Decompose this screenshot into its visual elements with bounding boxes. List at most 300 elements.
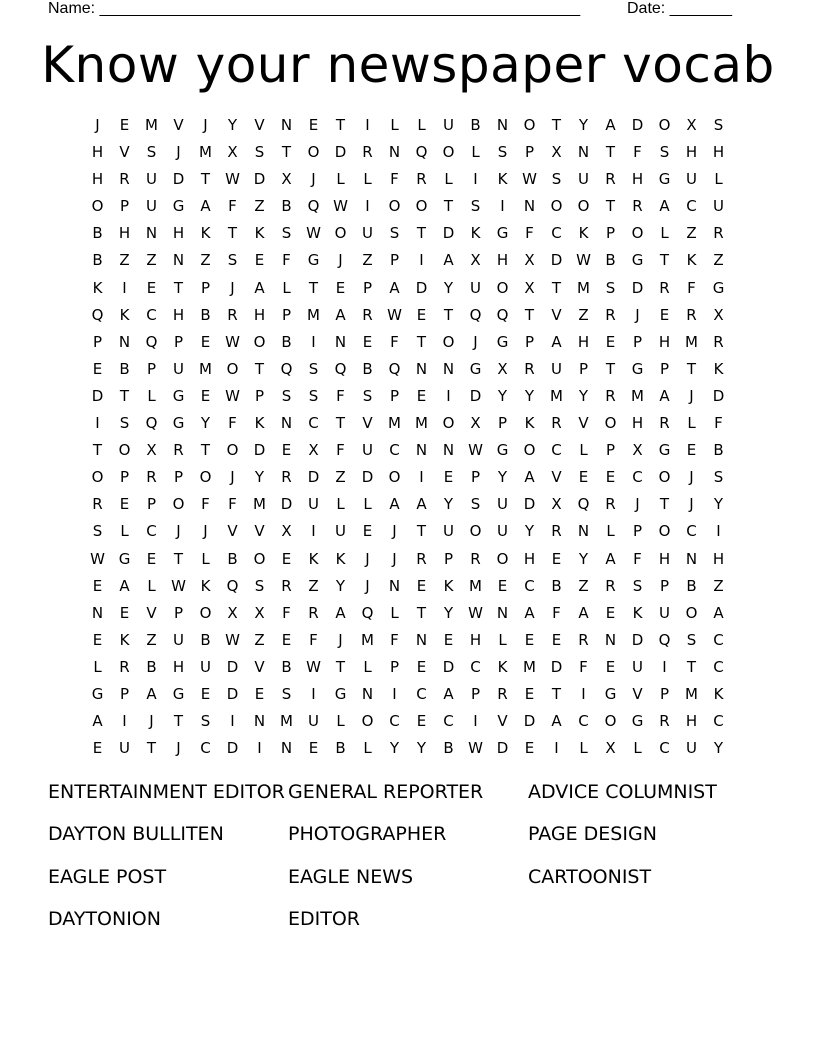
- grid-letter: D: [307, 468, 320, 487]
- grid-letter: I: [230, 712, 235, 731]
- grid-letter: O: [604, 414, 617, 433]
- grid-letter: P: [632, 522, 643, 541]
- grid-letter: F: [579, 657, 588, 676]
- grid-letter: R: [173, 441, 184, 460]
- grid-letter: O: [442, 414, 455, 433]
- word-list-item: EAGLE POST: [48, 865, 167, 888]
- grid-letter: D: [442, 657, 455, 676]
- grid-letter: K: [308, 549, 319, 568]
- grid-letter: A: [335, 305, 346, 324]
- grid-letter: N: [172, 251, 185, 270]
- grid-letter: D: [172, 170, 185, 189]
- grid-letter: Z: [578, 576, 589, 595]
- grid-letter: L: [471, 143, 480, 162]
- grid-letter: H: [253, 305, 266, 324]
- grid-letter: V: [362, 414, 373, 433]
- grid-letter: N: [415, 441, 428, 460]
- grid-letter: E: [308, 116, 319, 134]
- grid-letter: E: [659, 305, 670, 324]
- grid-letter: G: [658, 170, 671, 189]
- grid-letter: D: [253, 170, 266, 189]
- grid-letter: H: [712, 143, 725, 162]
- grid-letter: A: [713, 603, 724, 622]
- grid-letter: U: [173, 359, 184, 378]
- grid-letter: T: [605, 359, 616, 378]
- grid-letter: J: [95, 116, 100, 134]
- grid-letter: U: [686, 170, 697, 189]
- grid-letter: N: [118, 332, 131, 351]
- grid-letter: L: [120, 522, 129, 541]
- grid-letter: A: [551, 332, 562, 351]
- word-list-item: PAGE DESIGN: [528, 823, 657, 846]
- grid-letter: Q: [658, 630, 671, 649]
- grid-letter: O: [91, 197, 104, 216]
- grid-letter: Y: [524, 522, 535, 541]
- grid-letter: P: [119, 197, 130, 216]
- grid-letter: U: [146, 197, 157, 216]
- grid-letter: X: [524, 278, 535, 297]
- grid-letter: K: [254, 224, 265, 243]
- grid-letter: U: [686, 739, 697, 758]
- grid-letter: Y: [335, 576, 346, 595]
- grid-letter: V: [497, 712, 508, 731]
- grid-letter: O: [631, 224, 644, 243]
- grid-letter: E: [281, 549, 292, 568]
- grid-letter: B: [362, 359, 373, 378]
- grid-letter: J: [635, 305, 640, 324]
- grid-letter: H: [658, 332, 671, 351]
- grid-letter: Y: [524, 386, 535, 405]
- grid-letter: A: [659, 197, 670, 216]
- grid-letter: S: [119, 414, 130, 433]
- grid-letter: F: [714, 414, 723, 433]
- word-list-item: ENTERTAINMENT EDITOR: [48, 781, 285, 803]
- grid-letter: M: [145, 116, 158, 134]
- grid-letter: B: [551, 576, 562, 595]
- grid-letter: T: [281, 143, 292, 162]
- grid-letter: P: [389, 251, 400, 270]
- grid-letter: I: [716, 522, 721, 541]
- grid-letter: E: [281, 630, 292, 649]
- grid-letter: S: [632, 576, 643, 595]
- grid-letter: Q: [226, 576, 239, 595]
- grid-letter: R: [281, 468, 292, 487]
- grid-letter: D: [631, 116, 644, 134]
- grid-letter: W: [225, 630, 240, 649]
- grid-letter: O: [172, 495, 185, 514]
- grid-letter: Y: [389, 739, 400, 758]
- grid-letter: E: [605, 603, 616, 622]
- grid-letter: O: [199, 468, 212, 487]
- grid-letter: H: [91, 170, 104, 189]
- grid-letter: M: [199, 359, 212, 378]
- grid-letter: R: [659, 278, 670, 297]
- grid-letter: E: [254, 251, 265, 270]
- grid-letter: N: [280, 116, 293, 134]
- grid-letter: N: [685, 549, 698, 568]
- grid-letter: D: [712, 386, 725, 405]
- grid-letter: Z: [713, 251, 724, 270]
- grid-letter: J: [365, 549, 370, 568]
- grid-letter: N: [577, 522, 590, 541]
- grid-letter: F: [633, 549, 642, 568]
- grid-letter: I: [257, 739, 262, 758]
- grid-letter: N: [415, 630, 428, 649]
- grid-letter: T: [200, 170, 211, 189]
- grid-letter: H: [631, 170, 644, 189]
- grid-letter: H: [685, 143, 698, 162]
- grid-letter: N: [415, 359, 428, 378]
- grid-letter: P: [524, 143, 535, 162]
- grid-letter: X: [470, 414, 481, 433]
- grid-letter: F: [282, 603, 291, 622]
- grid-letter: E: [578, 468, 589, 487]
- grid-letter: D: [442, 224, 455, 243]
- grid-letter: G: [172, 684, 185, 703]
- grid-letter: P: [659, 576, 670, 595]
- grid-letter: O: [550, 197, 563, 216]
- grid-letter: O: [415, 197, 428, 216]
- grid-letter: Z: [335, 468, 346, 487]
- grid-letter: E: [605, 332, 616, 351]
- grid-letter: V: [551, 305, 562, 324]
- grid-letter: Y: [497, 386, 508, 405]
- grid-letter: Y: [200, 414, 211, 433]
- grid-letter: D: [523, 495, 536, 514]
- grid-letter: H: [496, 251, 509, 270]
- grid-letter: N: [523, 197, 536, 216]
- grid-letter: T: [605, 143, 616, 162]
- grid-letter: D: [334, 143, 347, 162]
- grid-letter: Z: [146, 630, 157, 649]
- grid-letter: N: [361, 684, 374, 703]
- grid-letter: A: [659, 386, 670, 405]
- grid-letter: T: [173, 712, 184, 731]
- grid-letter: V: [173, 116, 184, 134]
- grid-letter: U: [362, 441, 373, 460]
- grid-letter: I: [662, 657, 667, 676]
- grid-letter: M: [199, 143, 212, 162]
- grid-letter: K: [119, 305, 130, 324]
- grid-letter: P: [173, 332, 184, 351]
- grid-letter: M: [388, 414, 401, 433]
- grid-letter: J: [230, 468, 235, 487]
- grid-letter: M: [469, 576, 482, 595]
- grid-letter: W: [468, 603, 483, 622]
- grid-letter: A: [416, 495, 427, 514]
- grid-letter: W: [576, 251, 591, 270]
- grid-letter: H: [712, 549, 725, 568]
- grid-letter: I: [311, 522, 316, 541]
- grid-letter: X: [551, 143, 562, 162]
- grid-letter: Y: [443, 278, 454, 297]
- grid-letter: F: [390, 332, 399, 351]
- grid-letter: V: [551, 468, 562, 487]
- grid-letter: T: [686, 657, 697, 676]
- grid-letter: T: [335, 657, 346, 676]
- grid-letter: D: [550, 251, 563, 270]
- grid-letter: X: [227, 143, 238, 162]
- grid-letter: Q: [577, 495, 590, 514]
- grid-letter: E: [524, 684, 535, 703]
- grid-letter: W: [225, 386, 240, 405]
- grid-letter: D: [253, 441, 266, 460]
- grid-letter: E: [119, 495, 130, 514]
- grid-letter: X: [551, 495, 562, 514]
- grid-letter: I: [311, 332, 316, 351]
- grid-letter: S: [470, 197, 481, 216]
- grid-letter: T: [227, 224, 238, 243]
- grid-letter: U: [335, 522, 346, 541]
- grid-letter: S: [497, 143, 508, 162]
- grid-letter: E: [335, 278, 346, 297]
- grid-letter: C: [146, 305, 157, 324]
- grid-letter: R: [119, 170, 130, 189]
- grid-letter: W: [468, 441, 483, 460]
- grid-letter: T: [254, 359, 265, 378]
- grid-letter: T: [335, 116, 346, 134]
- grid-letter: K: [497, 657, 508, 676]
- grid-letter: N: [91, 603, 104, 622]
- grid-letter: X: [524, 251, 535, 270]
- grid-letter: G: [334, 684, 347, 703]
- grid-letter: B: [200, 630, 211, 649]
- grid-letter: Q: [496, 305, 509, 324]
- word-list: [48, 778, 768, 947]
- grid-letter: Z: [119, 251, 130, 270]
- grid-letter: G: [307, 251, 320, 270]
- grid-letter: T: [416, 224, 427, 243]
- grid-letter: B: [227, 549, 238, 568]
- grid-letter: B: [119, 359, 130, 378]
- grid-letter: G: [712, 278, 725, 297]
- grid-letter: E: [416, 657, 427, 676]
- grid-letter: G: [469, 359, 482, 378]
- grid-letter: T: [443, 197, 454, 216]
- grid-letter: W: [306, 224, 321, 243]
- grid-letter: X: [281, 522, 292, 541]
- grid-letter: L: [336, 495, 345, 514]
- grid-letter: P: [254, 386, 265, 405]
- grid-letter: T: [416, 332, 427, 351]
- grid-letter: C: [713, 712, 724, 731]
- grid-letter: C: [443, 712, 454, 731]
- grid-letter: E: [362, 332, 373, 351]
- grid-letter: U: [497, 522, 508, 541]
- grid-letter: L: [363, 739, 372, 758]
- grid-letter: X: [497, 359, 508, 378]
- grid-letter: O: [523, 441, 536, 460]
- grid-letter: L: [660, 224, 669, 243]
- grid-letter: F: [201, 495, 210, 514]
- grid-letter: G: [631, 251, 644, 270]
- grid-letter: L: [336, 712, 345, 731]
- grid-letter: V: [119, 143, 130, 162]
- grid-letter: D: [631, 630, 644, 649]
- grid-letter: R: [659, 712, 670, 731]
- grid-letter: E: [200, 332, 211, 351]
- grid-letter: E: [524, 630, 535, 649]
- grid-letter: T: [659, 495, 670, 514]
- grid-letter: E: [92, 739, 103, 758]
- grid-letter: O: [199, 603, 212, 622]
- grid-letter: B: [443, 739, 454, 758]
- grid-letter: X: [470, 251, 481, 270]
- grid-letter: W: [90, 549, 105, 568]
- grid-letter: R: [92, 495, 103, 514]
- grid-letter: Z: [686, 224, 697, 243]
- grid-letter: H: [685, 712, 698, 731]
- grid-letter: B: [605, 251, 616, 270]
- grid-letter: S: [281, 224, 292, 243]
- grid-letter: I: [500, 197, 505, 216]
- grid-letter: J: [176, 522, 181, 541]
- grid-letter: P: [173, 468, 184, 487]
- grid-letter: M: [685, 684, 698, 703]
- grid-letter: R: [551, 522, 562, 541]
- grid-letter: N: [604, 630, 617, 649]
- word-list-item: DAYTON BULLITEN: [48, 823, 224, 846]
- grid-letter: A: [605, 116, 616, 134]
- grid-letter: I: [392, 684, 397, 703]
- grid-letter: F: [525, 224, 534, 243]
- grid-letter: N: [442, 441, 455, 460]
- grid-letter: E: [416, 712, 427, 731]
- grid-letter: J: [473, 332, 478, 351]
- grid-letter: B: [281, 657, 292, 676]
- grid-letter: R: [578, 630, 589, 649]
- grid-letter: K: [119, 630, 130, 649]
- grid-letter: C: [686, 522, 697, 541]
- grid-letter: C: [470, 657, 481, 676]
- grid-letter: Y: [443, 603, 454, 622]
- grid-letter: E: [551, 549, 562, 568]
- grid-letter: P: [605, 224, 616, 243]
- grid-letter: E: [146, 549, 157, 568]
- word-list-item: GENERAL REPORTER: [288, 781, 484, 803]
- grid-letter: B: [92, 224, 103, 243]
- grid-letter: T: [686, 359, 697, 378]
- grid-letter: P: [443, 549, 454, 568]
- grid-letter: L: [93, 657, 102, 676]
- grid-letter: S: [713, 116, 724, 134]
- grid-letter: S: [146, 143, 157, 162]
- grid-letter: Y: [497, 468, 508, 487]
- grid-letter: F: [552, 603, 561, 622]
- grid-letter: J: [392, 522, 397, 541]
- grid-letter: H: [172, 657, 185, 676]
- grid-letter: O: [658, 116, 671, 134]
- grid-letter: C: [308, 414, 319, 433]
- grid-letter: F: [336, 386, 345, 405]
- grid-letter: H: [658, 549, 671, 568]
- grid-letter: G: [496, 441, 509, 460]
- grid-letter: J: [689, 386, 694, 405]
- grid-letter: E: [416, 386, 427, 405]
- grid-letter: U: [146, 170, 157, 189]
- grid-letter: G: [172, 386, 185, 405]
- grid-letter: A: [200, 197, 211, 216]
- grid-letter: N: [388, 576, 401, 595]
- grid-letter: W: [333, 197, 348, 216]
- grid-letter: N: [280, 739, 293, 758]
- grid-letter: T: [551, 684, 562, 703]
- grid-letter: I: [419, 468, 424, 487]
- grid-letter: K: [92, 278, 103, 297]
- grid-letter: E: [524, 739, 535, 758]
- grid-letter: C: [578, 712, 589, 731]
- grid-letter: X: [605, 739, 616, 758]
- grid-letter: L: [579, 441, 588, 460]
- grid-letter: O: [334, 224, 347, 243]
- grid-letter: S: [281, 684, 292, 703]
- grid-letter: G: [496, 224, 509, 243]
- grid-letter: M: [550, 386, 563, 405]
- grid-letter: L: [363, 170, 372, 189]
- name-date-line: [48, 0, 748, 22]
- name-field-label: Name: ______________________________________________________: [48, 0, 581, 17]
- grid-letter: A: [119, 576, 130, 595]
- grid-letter: Z: [200, 251, 211, 270]
- grid-letter: J: [203, 522, 208, 541]
- grid-letter: K: [254, 414, 265, 433]
- grid-letter: R: [416, 170, 427, 189]
- grid-letter: U: [470, 278, 481, 297]
- grid-letter: J: [230, 278, 235, 297]
- grid-letter: O: [388, 468, 401, 487]
- grid-letter: P: [281, 305, 292, 324]
- grid-letter: I: [95, 414, 100, 433]
- grid-letter: D: [226, 657, 239, 676]
- grid-letter: Y: [713, 495, 724, 514]
- grid-letter: U: [632, 657, 643, 676]
- grid-letter: K: [497, 170, 508, 189]
- grid-letter: P: [92, 332, 103, 351]
- grid-letter: O: [496, 278, 509, 297]
- grid-letter: Y: [443, 495, 454, 514]
- grid-letter: F: [687, 278, 696, 297]
- word-list-item: EAGLE NEWS: [288, 865, 414, 888]
- grid-letter: R: [713, 224, 724, 243]
- word-list-item: ADVICE COLUMNIST: [528, 781, 717, 803]
- grid-letter: J: [689, 495, 694, 514]
- grid-letter: R: [362, 305, 373, 324]
- grid-letter: J: [392, 549, 397, 568]
- grid-letter: C: [389, 712, 400, 731]
- grid-letter: F: [282, 251, 291, 270]
- grid-letter: J: [176, 143, 181, 162]
- grid-letter: M: [631, 386, 644, 405]
- grid-letter: O: [442, 143, 455, 162]
- grid-letter: S: [362, 386, 373, 405]
- grid-letter: U: [443, 116, 454, 134]
- grid-letter: L: [498, 630, 507, 649]
- grid-letter: O: [658, 522, 671, 541]
- grid-letter: J: [338, 251, 343, 270]
- grid-letter: R: [605, 170, 616, 189]
- grid-letter: U: [713, 197, 724, 216]
- grid-letter: S: [281, 386, 292, 405]
- letter-grid: [84, 112, 732, 762]
- grid-letter: T: [146, 739, 157, 758]
- grid-letter: T: [551, 278, 562, 297]
- grid-letter: O: [307, 143, 320, 162]
- grid-letter: J: [338, 630, 343, 649]
- grid-letter: O: [226, 441, 239, 460]
- grid-letter: F: [336, 441, 345, 460]
- grid-letter: P: [389, 657, 400, 676]
- grid-letter: T: [524, 305, 535, 324]
